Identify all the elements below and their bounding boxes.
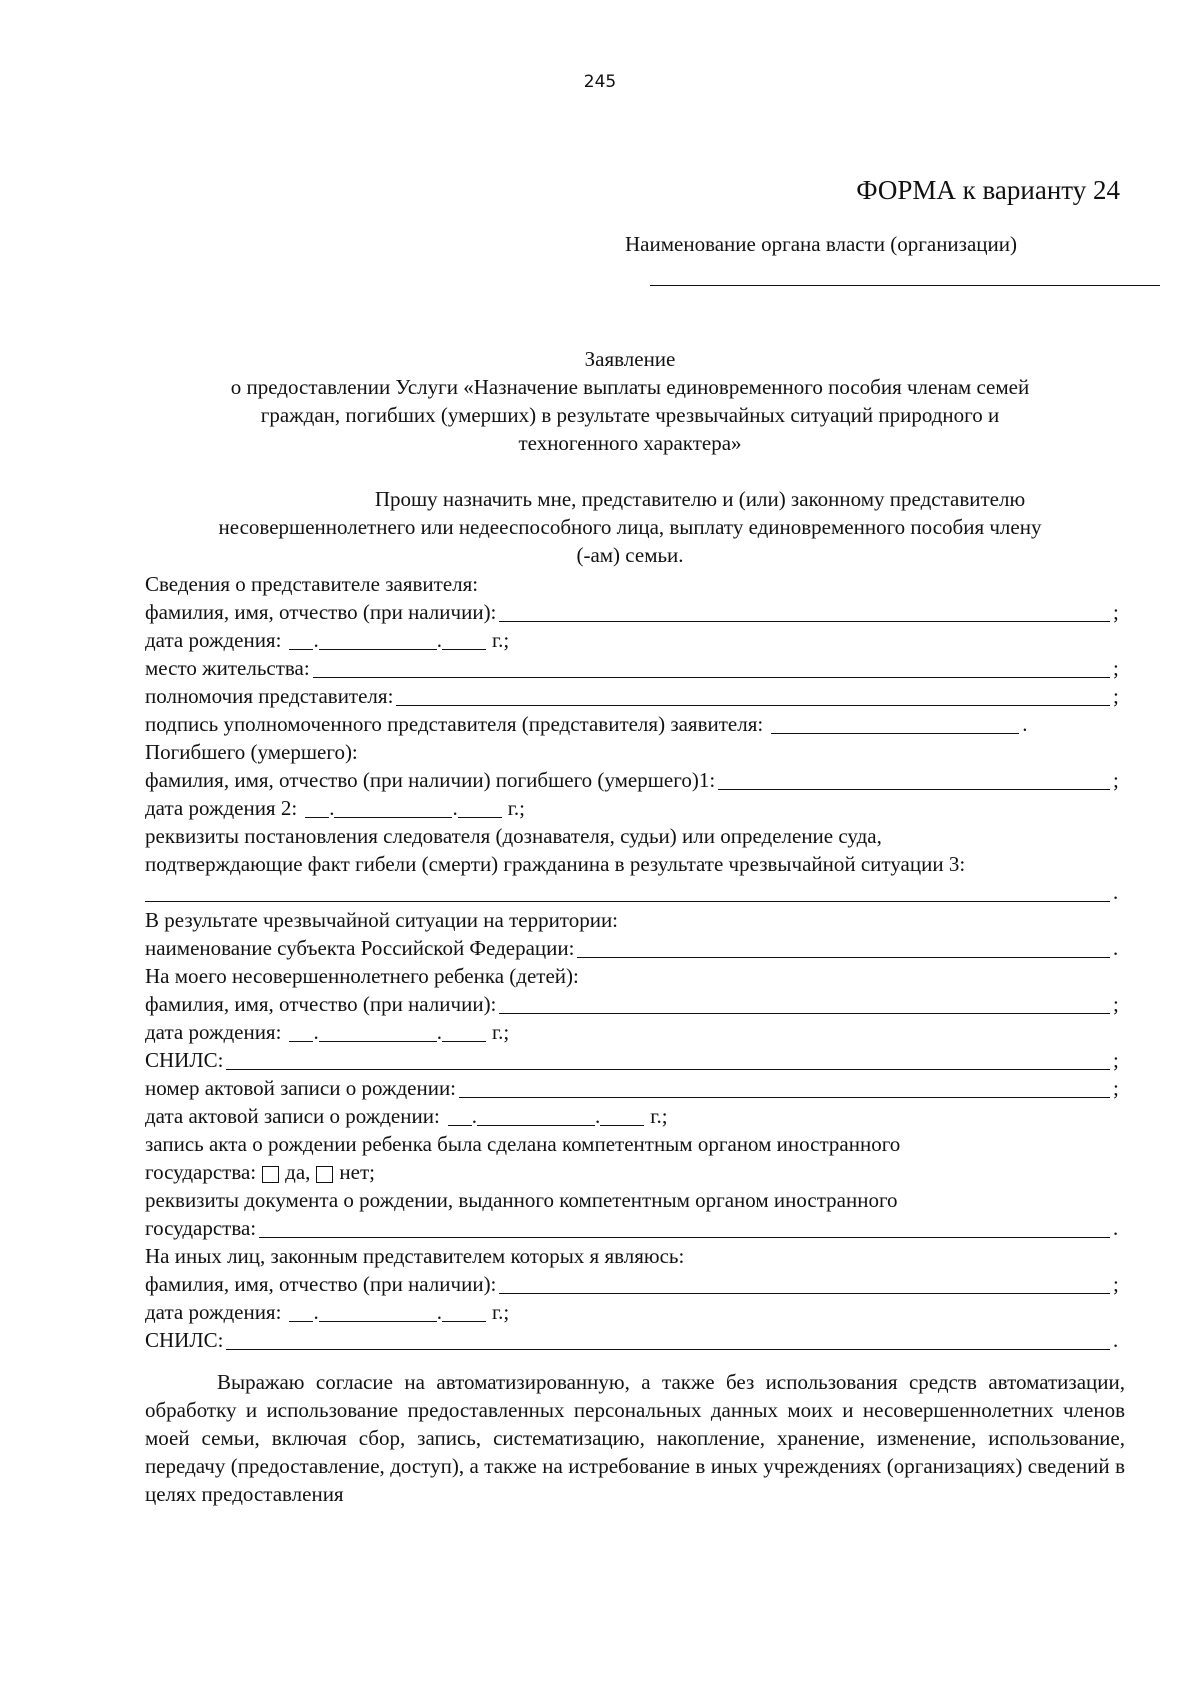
birth-year-field[interactable] bbox=[442, 629, 486, 650]
deceased-fio-field[interactable] bbox=[718, 769, 1110, 790]
decree-row: . bbox=[145, 877, 1125, 905]
field-label: дата рождения 2: bbox=[145, 796, 298, 820]
section-heading: Погибшего (умершего): bbox=[145, 740, 358, 764]
decree-field[interactable] bbox=[145, 881, 1110, 902]
title-line: граждан, погибших (умерших) в результате чрезвычайных ситуаций природного и bbox=[260, 403, 1000, 427]
section-heading: На иных лиц, законным представителем которых я являюсь: bbox=[145, 1244, 685, 1268]
no-checkbox[interactable] bbox=[316, 1166, 333, 1183]
text-line: подтверждающие факт гибели (смерти) гражданина в результате чрезвычайной ситуации 3: bbox=[145, 852, 966, 876]
deceased-fio-row: фамилия, имя, отчество (при наличии) погибшего (умершего)1: ; bbox=[145, 768, 1119, 792]
consent-paragraph bbox=[145, 1368, 1125, 1508]
field-label: СНИЛС: bbox=[145, 1328, 224, 1352]
request-line: (-ам) семьи. bbox=[576, 543, 684, 567]
application-title bbox=[130, 345, 1130, 457]
field-label: фамилия, имя, отчество (при наличии) погибшего (умершего)1: bbox=[145, 768, 716, 792]
request-line: Прошу назначить мне, представителю и (или) законному представителю bbox=[374, 487, 1026, 511]
birth-year-field[interactable] bbox=[442, 1021, 486, 1042]
others-snils-row: СНИЛС: . bbox=[145, 1328, 1119, 1352]
section-heading: На моего несовершеннолетнего ребенка (детей): bbox=[145, 964, 579, 988]
form-variant-title: ФОРМА к варианту 24 bbox=[856, 175, 1120, 205]
consent-text: Выражаю согласие на автоматизированную, а также без использования средств автоматизации, обработку и использование предоставленных персональных данных моих и несовершеннолетних членов моей семьи, включая сбор, запись, систематизацию, накопление, хранение, изменение, использование, передачу (предоставление, доступ), а также на истребование в иных учреждениях (организациях) сведений в целях предоставления bbox=[145, 1370, 1125, 1506]
field-label: фамилия, имя, отчество (при наличии): bbox=[145, 600, 497, 624]
child-fio-row: фамилия, имя, отчество (при наличии): ; bbox=[145, 992, 1119, 1016]
record-day-field[interactable] bbox=[448, 1105, 472, 1126]
birth-month-field[interactable] bbox=[319, 1301, 437, 1322]
page-number: 245 bbox=[583, 72, 617, 92]
birth-month-field[interactable] bbox=[334, 797, 452, 818]
field-label: место жительства: bbox=[145, 656, 310, 680]
deceased-birth-row: дата рождения 2: . . г.; bbox=[145, 796, 526, 820]
birth-month-field[interactable] bbox=[319, 1021, 437, 1042]
field-label: подпись уполномоченного представителя (представителя) заявителя: bbox=[145, 712, 764, 736]
field-label: дата актовой записи о рождении: bbox=[145, 1104, 440, 1128]
child-fio-field[interactable] bbox=[499, 993, 1110, 1014]
title-line: Заявление bbox=[584, 347, 676, 371]
child-birth-row: дата рождения: . . г.; bbox=[145, 1020, 510, 1044]
field-label: государства: bbox=[145, 1216, 257, 1240]
rep-residence-field[interactable] bbox=[313, 657, 1110, 678]
birth-day-field[interactable] bbox=[289, 1021, 313, 1042]
rep-powers-field[interactable] bbox=[396, 685, 1110, 706]
child-snils-row: СНИЛС: ; bbox=[145, 1048, 1119, 1072]
field-label: дата рождения: bbox=[145, 1300, 282, 1324]
text-line: реквизиты постановления следователя (дознавателя, судьи) или определение суда, bbox=[145, 824, 882, 848]
field-label: полномочия представителя: bbox=[145, 684, 394, 708]
form-fields bbox=[145, 569, 1125, 1353]
child-snils-field[interactable] bbox=[226, 1049, 1110, 1070]
rep-birth-row: дата рождения: . . г.; bbox=[145, 628, 510, 652]
foreign-choice-row: государства: да, нет; bbox=[145, 1160, 375, 1184]
record-month-field[interactable] bbox=[477, 1105, 595, 1126]
child-record-date-row: дата актовой записи о рождении: . . г.; bbox=[145, 1104, 668, 1128]
rep-signature-row: подпись уполномоченного представителя (представителя) заявителя: . bbox=[145, 712, 1028, 736]
child-record-number-field[interactable] bbox=[459, 1077, 1110, 1098]
subject-name-field[interactable] bbox=[577, 937, 1110, 958]
field-label: наименование субъекта Российской Федерации: bbox=[145, 936, 575, 960]
request-line: несовершеннолетнего или недееспособного лица, выплату единовременного пособия члену bbox=[218, 515, 1042, 539]
authority-name-field[interactable] bbox=[650, 285, 1160, 286]
field-label: фамилия, имя, отчество (при наличии): bbox=[145, 1272, 497, 1296]
no-label: нет; bbox=[339, 1160, 375, 1184]
others-fio-row: фамилия, имя, отчество (при наличии): ; bbox=[145, 1272, 1119, 1296]
others-snils-field[interactable] bbox=[226, 1329, 1110, 1350]
title-line: техногенного характера» bbox=[518, 431, 742, 455]
rep-residence-row: место жительства: ; bbox=[145, 656, 1119, 680]
subject-row: наименование субъекта Российской Федерации: . bbox=[145, 936, 1119, 960]
foreign-doc-field[interactable] bbox=[259, 1217, 1110, 1238]
text-line: реквизиты документа о рождении, выданного компетентным органом иностранного bbox=[145, 1188, 898, 1212]
child-record-number-row: номер актовой записи о рождении: ; bbox=[145, 1076, 1119, 1100]
authority-name-label: Наименование органа власти (организации) bbox=[625, 232, 1017, 256]
birth-day-field[interactable] bbox=[289, 629, 313, 650]
yes-label: да, bbox=[285, 1160, 311, 1184]
request-paragraph bbox=[140, 485, 1120, 569]
section-heading: В результате чрезвычайной ситуации на территории: bbox=[145, 908, 619, 932]
section-heading: Сведения о представителе заявителя: bbox=[145, 572, 479, 596]
title-line: о предоставлении Услуги «Назначение выплаты единовременного пособия членам семей bbox=[230, 375, 1030, 399]
field-label: дата рождения: bbox=[145, 1020, 282, 1044]
text-line: запись акта о рождении ребенка была сделана компетентным органом иностранного bbox=[145, 1132, 901, 1156]
yes-checkbox[interactable] bbox=[262, 1166, 279, 1183]
foreign-doc-row: государства: . bbox=[145, 1216, 1119, 1240]
birth-year-field[interactable] bbox=[442, 1301, 486, 1322]
field-label: номер актовой записи о рождении: bbox=[145, 1076, 457, 1100]
field-label: дата рождения: bbox=[145, 628, 282, 652]
rep-powers-row: полномочия представителя: ; bbox=[145, 684, 1119, 708]
rep-signature-field[interactable] bbox=[771, 713, 1019, 734]
rep-fio-field[interactable] bbox=[499, 601, 1110, 622]
field-label: СНИЛС: bbox=[145, 1048, 224, 1072]
field-label: фамилия, имя, отчество (при наличии): bbox=[145, 992, 497, 1016]
others-birth-row: дата рождения: . . г.; bbox=[145, 1300, 510, 1324]
birth-year-field[interactable] bbox=[458, 797, 502, 818]
record-year-field[interactable] bbox=[600, 1105, 644, 1126]
birth-day-field[interactable] bbox=[305, 797, 329, 818]
others-fio-field[interactable] bbox=[499, 1273, 1110, 1294]
birth-day-field[interactable] bbox=[289, 1301, 313, 1322]
rep-fio-row: фамилия, имя, отчество (при наличии): ; bbox=[145, 600, 1119, 624]
birth-month-field[interactable] bbox=[319, 629, 437, 650]
